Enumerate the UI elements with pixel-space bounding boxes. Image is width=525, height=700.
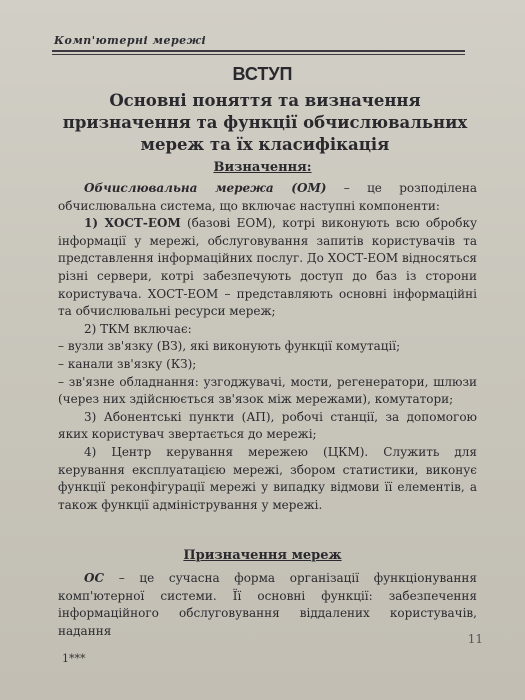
chapter-title: ВСТУП	[232, 64, 293, 84]
purpose-text: – це сучасна форма організації функціонування комп'ютерної системи. Її основні функції: забезпечення інформаційного обслуговування віддалених користувачів, надання	[58, 571, 477, 638]
list-item-4: 4) Центр керування мережею (ЦКМ). Служить для керування експлуатацією мережі, збором статистики, виконує функції реконфігурації мережі у випадку відмови її елементів, а також функції адміністрування у мережі.	[58, 444, 477, 512]
signature-mark: 1***	[62, 652, 86, 665]
item1-lead: 1) ХОСТ-ЕОМ	[84, 216, 181, 231]
list-item-3: 3) Абонентські пункти (АП), робочі станції, за допомогою яких користувач звертається до мережі;	[58, 409, 477, 442]
purpose-paragraph	[58, 570, 477, 640]
list-item-2a: – вузли зв'язку (ВЗ), які виконують функції комутації;	[58, 339, 401, 354]
list-item-2c: – зв'язне обладнання: узгоджувачі, мости, регенератори, шлюзи (через них здійснюється зв'язок між мережами), комутатори;	[58, 374, 477, 407]
definition-text: – це розподілена обчислювальна система, що включає наступні компоненти:	[58, 181, 477, 213]
definitions-body	[58, 180, 477, 514]
term-network: Обчислювальна мережа (ОМ)	[84, 181, 327, 195]
purpose-body	[58, 570, 477, 640]
section-heading-definitions: Визначення:	[213, 160, 312, 175]
header-rule-thin	[52, 54, 465, 55]
term-os: ОС	[84, 571, 105, 585]
definition-paragraph	[58, 180, 477, 215]
running-head: Комп'ютерні мережі	[54, 34, 207, 47]
header-rule	[52, 50, 465, 52]
section-heading-purpose: Призначення мереж	[183, 548, 342, 563]
page-number: 11	[467, 632, 483, 646]
list-item-1	[58, 215, 477, 321]
list-item-2: 2) ТКМ включає:	[84, 321, 192, 336]
list-item-2b: – канали зв'язку (КЗ);	[58, 356, 197, 371]
chapter-subtitle: Основні поняття та визначення призначення та функції обчислювальних мереж та їх класифікація	[62, 91, 468, 154]
item1-text: (базові ЕОМ), котрі виконують всю обробку інформації у мережі, обслуговування запитів користувачів та представлення інформаційних послуг. До ХОСТ-ЕОМ відносяться різні сервери, котрі забезпечують доступ до баз із сторони користувача. ХОСТ-ЕОМ – представляють основні інформаційні та обчислювальні ресурси мереж;	[58, 216, 478, 319]
